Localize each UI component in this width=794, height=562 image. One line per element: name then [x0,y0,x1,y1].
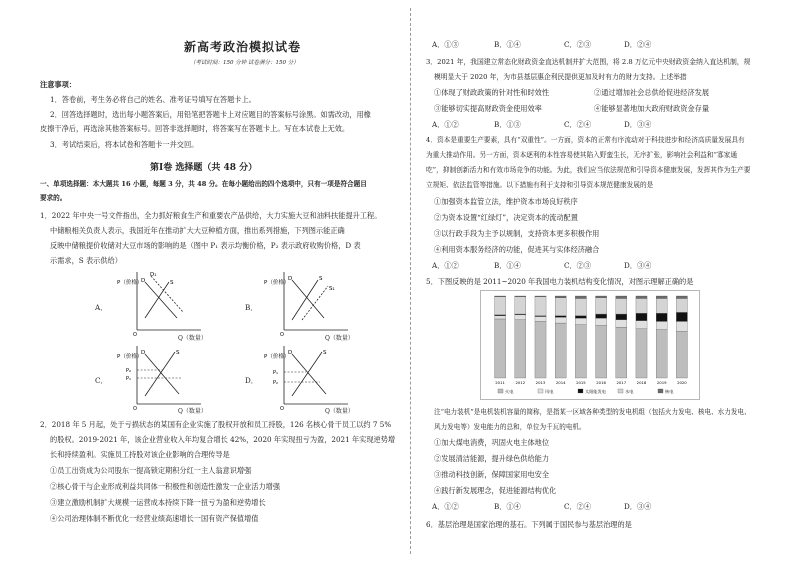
exam-title: 新高考政治模拟试卷 [184,40,302,54]
bar-segment-2017-4 [616,296,627,298]
answer-choice: A．①② [432,261,459,270]
curve-d-label: D [288,276,293,282]
curve-d-label: D [141,350,146,356]
qty-axis-label: Q（数量） [178,408,207,415]
bar-segment-2012-3 [515,297,526,314]
p2-label: P₂ [273,380,279,386]
bar-segment-2016-0 [596,326,607,378]
curve-s-label: S [176,350,180,356]
bar-segment-2015-2 [575,316,586,318]
bar-segment-2015-3 [575,298,586,315]
answer-choice: C．②④ [564,502,592,511]
bar-segment-2016-2 [596,314,607,318]
p1-label: P₁ [273,370,279,376]
curve-d-label: D [141,278,146,284]
bar-segment-2017-1 [616,320,627,327]
bar-segment-2012-4 [515,296,526,297]
curve-s1-label: S₁ [329,286,335,292]
question-5-note: 风力发电等）发电能力的总和，单位为千瓦的电机。 [434,423,586,431]
bar-segment-2011-1 [495,316,506,319]
question-3-option: ④能够显著地加大政府财政资金存量 [594,104,710,113]
question-2-option: ②核心骨干与企业形成利益共同体一积极性和创造性激发一企业活力增强 [50,482,281,491]
x-tick-label: 2018 [636,380,647,385]
bar-segment-2017-0 [616,327,627,378]
answer-choice: D．③④ [624,261,652,270]
bar-segment-2014-2 [555,316,566,318]
bar-segment-2016-3 [596,298,607,314]
legend-label: 水电 [625,389,634,394]
question-4-line: 为重大推动作用。另一方面，资本逐利的本性容易使其陷入野蛮生长，无序扩张，影响社会利益和“寡家通 [426,151,738,159]
question-4-line: 吃”，抑制创新活力和有效市场竞争的功能。为此，我们应当依法规范和引导资本健康发展，发挥其作为生产要 [426,166,751,174]
bar-segment-2011-3 [495,297,506,315]
p1-label: P₁ [126,376,132,382]
bar-segment-2017-3 [616,298,627,314]
question-4-option: ②为资本设置“红绿灯”，决定资本的流动配置 [434,213,578,222]
question-2-line: 长和持续盈利。实施员工持股对该企业影响的合理传导是 [50,450,230,459]
bar-segment-2013-1 [535,317,546,322]
power-capacity-chart [480,290,700,400]
answer-choice: A．①② [432,120,459,129]
x-tick-label: 2012 [515,380,526,385]
question-5-option: ①加大煤电消费，巩固火电主体地位 [434,438,550,447]
legend-label: 火电 [505,389,514,394]
bar-segment-2019-3 [656,298,667,313]
question-5-note: 注“电力装机”是电机装机容量的简称，是指某一区域各种类型的发电机组（包括火力发电、核电、水力发电、 [434,408,751,416]
origin-label: O [133,332,137,338]
bar-segment-2015-4 [575,296,586,298]
legend-swatch [578,389,583,393]
x-tick-label: 2011 [495,380,505,385]
x-tick-label: 2017 [616,380,627,385]
notice-line: 3．考试结束后，将本试卷和答题卡一并交回。 [50,140,199,149]
question-4-option: ①加强资本监管立法，维护资本市场良好秩序 [434,197,578,206]
question-6-line: 6．基层治理是国家治理的基石。下列属于国民参与基层治理的是 [426,520,632,529]
question-3-line: 模明显大于 2020 年，为市县基层惠企利民提供更加及时有力的财力支持。上述举措 [434,73,687,81]
question-5-option: ④践行新发展理念，促进能源结构优化 [434,486,557,495]
part-instruction: 一、单项选择题：本大题共 16 小题，每题 3 分，共 48 分。在每小题给出的四个选项中，只有一项是符合题目 [40,180,367,188]
option-a-label: A． [95,303,108,312]
notice-heading: 注意事项： [40,80,76,89]
question-4-option: ③以行政手段为主予以规制，支持资本更多积极作用 [434,229,600,238]
bar-segment-2011-4 [495,296,506,297]
question-1-line: 反映中储粮提价收储对大豆市场的影响的是（图中 P₁ 表示均衡价格，P₂ 表示政府收购价格，D 表 [50,241,361,250]
section-title: 第Ⅰ卷 选择题（共 48 分） [150,163,258,173]
question-2-option: ④公司治理体制不断优化一经营业绩高速增长一国有资产保值增值 [50,514,259,523]
curve-s-label: S [170,280,174,286]
question-5-option: ②发展清洁能源，提升绿色供给能力 [434,454,550,463]
part-instruction: 要求的。 [40,194,67,202]
qty-axis-label: Q（数量） [178,335,207,342]
bar-segment-2013-4 [535,296,546,297]
bar-segment-2020-1 [676,321,687,331]
bar-segment-2012-1 [515,315,526,320]
option-c-label: C． [95,376,108,385]
bar-segment-2020-0 [676,331,687,378]
price-axis-label: P（价格） [117,280,143,286]
column-divider [410,8,412,554]
legend-swatch [658,389,663,393]
answer-choice: C．②③ [564,40,592,49]
price-axis-label: P（价格） [117,354,143,360]
answer-choice: C．②④ [564,120,592,129]
legend-swatch [538,389,543,393]
graph-c [115,342,205,412]
qty-axis-label: Q（数量） [325,408,354,415]
question-1-line: 1．2022 年中央一号文件指出，全力抓好粮食生产和重要农产品供给，大力实施大豆和油料扶能提升工程。 [40,211,382,220]
legend-label: 风电 [545,389,554,394]
graph-a [115,268,205,338]
question-5-option: ③推动科技创新，保障国家用电安全 [434,470,550,479]
x-tick-label: 2013 [535,380,546,385]
legend-label: 太阳能发电 [585,389,606,394]
curve-s-label: S [319,276,323,282]
question-2-line: 的股权。2019-2021 年，该企业营业收入年均复合增长 42%，2020 年实现扭亏为盈，2021 年实现逆势增 [50,435,396,444]
exam-subtitle: （考试时间：150 分钟 试卷满分：150 分） [190,60,299,66]
option-b-label: B． [245,303,258,312]
x-tick-label: 2016 [596,380,606,385]
bar-segment-2011-0 [495,319,506,378]
x-tick-label: 2014 [555,380,566,385]
notice-line: 2．回答选择题时，选出每小题答案后，用铅笔把答题卡上对应题目的答案标号涂黑。如需改动，用橡 [50,110,371,119]
curve-s-label: S [323,350,327,356]
question-3-line: 3．2021 年，我国建立常态化财政资金直达机制并扩大范围，将 2.8 万亿元中央财政资金纳入直达机制，规 [426,58,751,66]
qty-axis-label: Q（数量） [325,335,354,342]
question-3-option: ①体现了财政政策的针对性和时效性 [434,88,550,97]
bar-segment-2014-3 [555,298,566,316]
origin-label: O [133,406,137,412]
question-1-line: 示需求，S 表示供给） [50,256,122,265]
bar-segment-2018-4 [636,296,647,298]
bar-segment-2019-0 [656,330,667,378]
bar-segment-2020-4 [676,296,687,298]
question-1-line: 中储粮相关负责人表示，我国近年在推动扩大大豆种植方面，推出系列措施，下列图示能正确 [50,226,345,235]
graph-b [262,268,352,338]
bar-segment-2019-1 [656,321,667,329]
answer-choice: B．①④ [494,261,521,270]
bar-segment-2020-3 [676,298,687,312]
bar-segment-2014-4 [555,296,566,298]
bar-segment-2016-1 [596,318,607,325]
curve-d-label: D [288,350,293,356]
curve-d1-label: D₁ [150,272,157,278]
bar-segment-2017-2 [616,314,627,320]
bar-segment-2014-0 [555,323,566,378]
answer-choice: C．②③ [564,261,592,270]
answer-choice: A．①② [432,502,459,511]
bar-segment-2012-0 [515,320,526,378]
answer-choice: B．①④ [494,502,521,511]
price-axis-label: P（价格） [264,280,290,286]
origin-label: O [280,406,284,412]
option-d-label: D． [245,376,258,385]
question-4-line: 4．资本是重要生产要素，具有“双重性”。一方面，资本的正常有序流动对于科技进步和经济高质量发展具有 [426,136,745,144]
bar-segment-2018-0 [636,329,647,378]
bar-segment-2020-2 [676,312,687,321]
notice-line: 皮擦干净后，再选涂其他答案标号。回答非选择题时，将答案写在答题卡上。写在本试卷上无效。 [40,124,350,133]
answer-choice: B．①④ [494,40,521,49]
x-tick-label: 2019 [656,380,667,385]
answer-choice: D．②④ [624,40,652,49]
notice-line: 1．答卷前，考生务必将自己的姓名、准考证号填写在答题卡上。 [50,95,256,104]
answer-choice: A．①③ [432,40,459,49]
p2-label: P₂ [126,368,132,374]
bar-segment-2015-0 [575,325,586,378]
bar-segment-2018-2 [636,313,647,320]
bar-segment-2013-0 [535,321,546,378]
legend-label: 核电 [665,389,674,394]
question-4-line: 立规矩、依法监管等措施。以下措施有利于支持和引导资本规范健康发展的是 [426,181,654,189]
bar-segment-2013-3 [535,297,546,316]
question-5-line: 5．下图反映的是 2011~2020 年我国电力装机结构变化情况，对图示理解正确的是 [426,277,694,286]
bar-segment-2016-4 [596,296,607,298]
bar-segment-2015-1 [575,318,586,325]
graph-d [262,342,352,412]
question-4-option: ④利用资本服务经济的功能，促进其与实体经济融合 [434,245,600,254]
question-2-line: 2．2018 年 5 月起，处于亏损状态的某国有企业实施了股权开放和员工持股，126 名核心骨干员工以约 7 5% [40,420,392,429]
question-2-option: ①员工出资成为公司股东一提高锁定期积分红一主人翁意识增强 [50,466,252,475]
bar-segment-2018-3 [636,298,647,313]
answer-choice: B．①③ [494,120,521,129]
price-axis-label: P（价格） [264,354,290,360]
bar-segment-2019-4 [656,296,667,298]
answer-choice: D．③④ [624,502,652,511]
question-3-option: ②通过增加社会总供给促进经济发展 [594,88,710,97]
x-tick-label: 2020 [677,380,687,385]
question-2-option: ③建立激励机制扩大规模一运营成本持续下降一扭亏为盈和逆势增长 [50,498,266,507]
legend-swatch [498,389,503,393]
answer-choice: D．③④ [624,120,652,129]
origin-label: O [280,332,284,338]
x-tick-label: 2015 [576,380,586,385]
bar-segment-2018-1 [636,321,647,329]
bar-segment-2014-1 [555,317,566,323]
legend-swatch [618,389,623,393]
question-3-option: ③能够切实提高财政资金使用效率 [434,104,542,113]
bar-segment-2019-2 [656,313,667,321]
right-column [424,0,794,562]
